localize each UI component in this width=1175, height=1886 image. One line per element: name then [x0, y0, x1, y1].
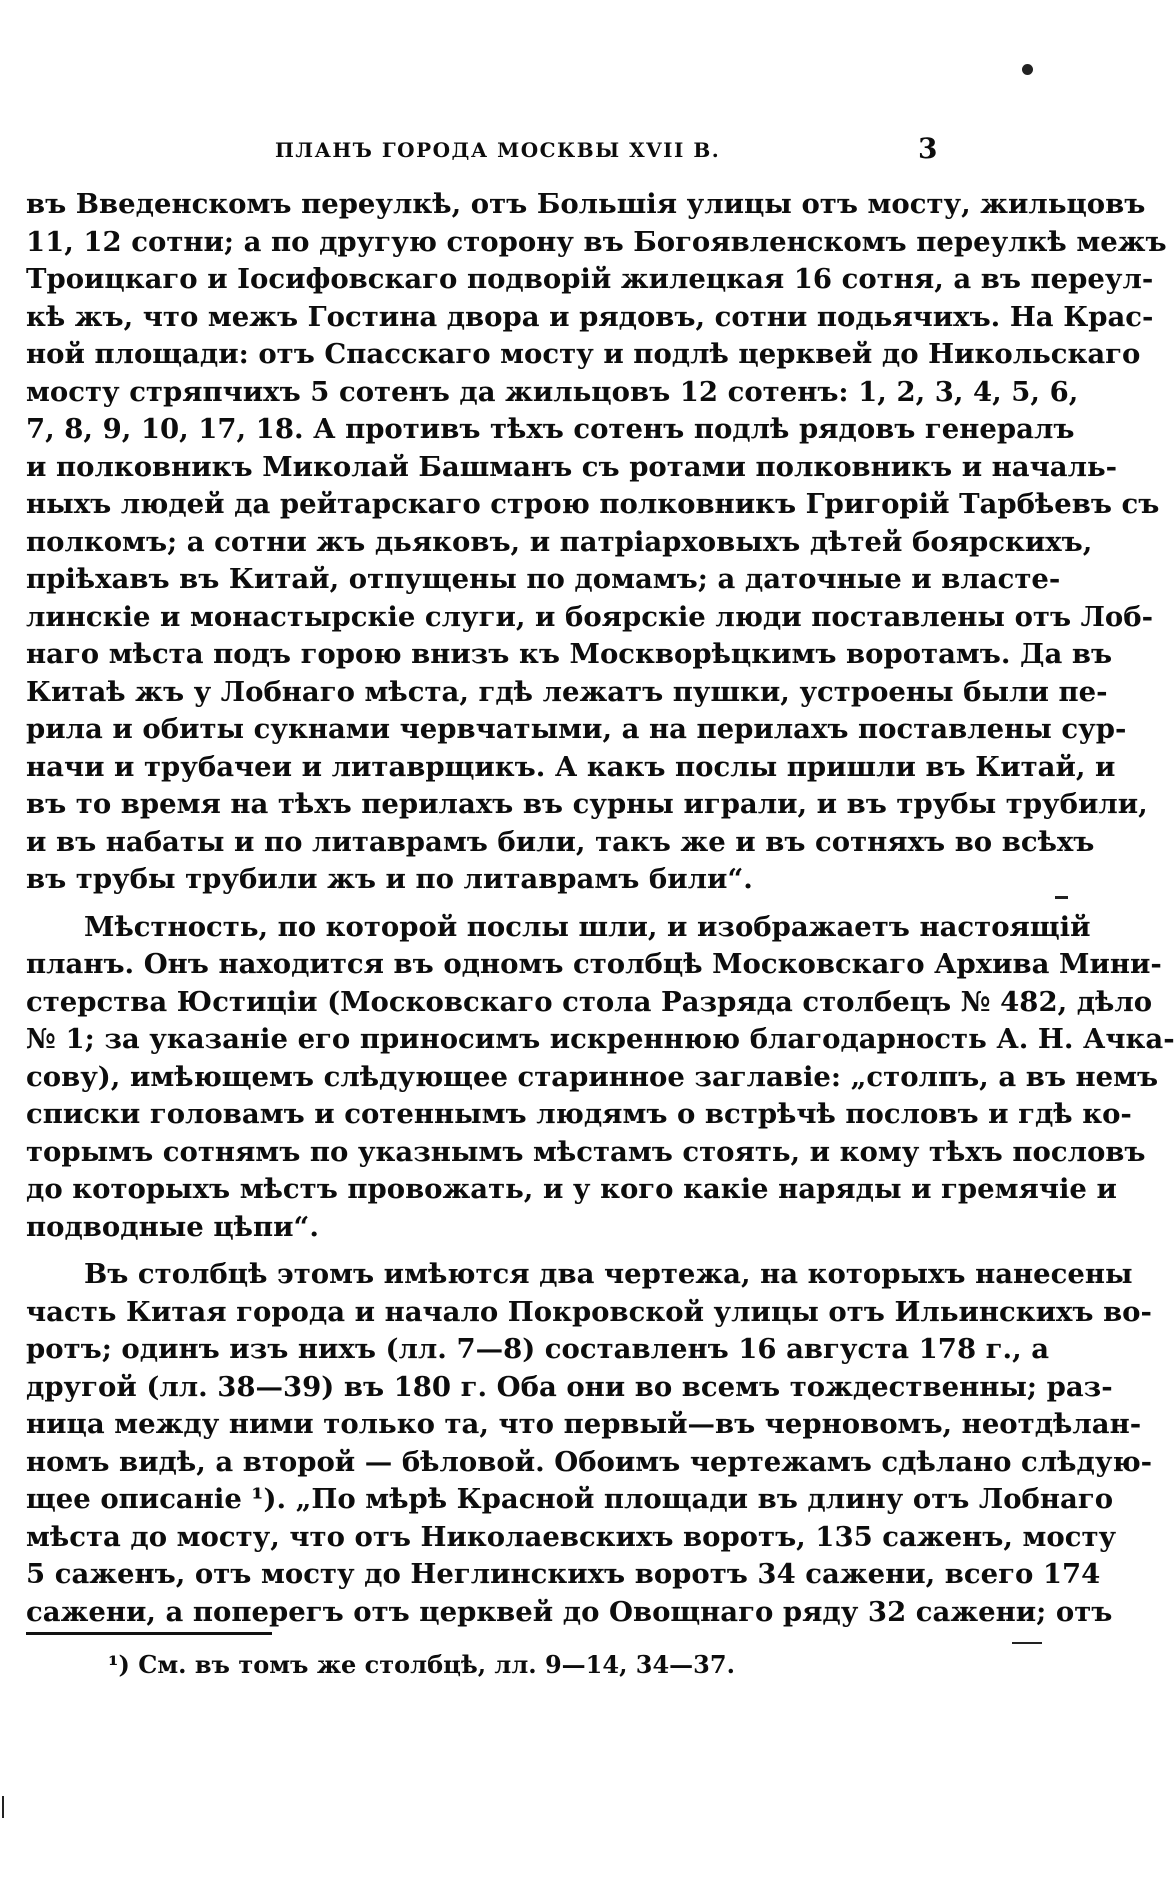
- page-header: [0, 130, 1140, 170]
- text-line: начи и трубачеи и литаврщикъ. А какъ послы пришли въ Китай, и: [26, 750, 1116, 783]
- text-line: линскіе и монастырскіе слуги, и боярскіе люди поставлены отъ Лоб-: [26, 600, 1154, 633]
- text-line: другой (лл. 38—39) въ 180 г. Оба они во всемъ тождественны; раз-: [26, 1370, 1113, 1403]
- text-line: до которыхъ мѣстъ провожать, и у кого какіе наряды и гремячіе и: [26, 1173, 1117, 1205]
- page-number: 3: [918, 132, 938, 165]
- text-line: ница между ними только та, что первый—въ черновомъ, неотдѣлан-: [26, 1408, 1142, 1440]
- text-line: Китаѣ жъ у Лобнаго мѣста, гдѣ лежатъ пушки, устроены были пе-: [26, 675, 1108, 708]
- text-line: наго мѣста подъ горою внизъ къ Москворѣцкимъ воротамъ. Да въ: [26, 638, 1113, 670]
- footnote: ¹) См. въ томъ же столбцѣ, лл. 9—14, 34—37.: [108, 1650, 735, 1679]
- text-line: списки головамъ и сотеннымъ людямъ о встрѣчѣ пословъ и гдѣ ко-: [26, 1098, 1132, 1130]
- text-line: ротъ; одинъ изъ нихъ (лл. 7—8) составленъ 16 августа 178 г., а: [26, 1333, 1050, 1365]
- text-line: Въ столбцѣ этомъ имѣются два чертежа, на которыхъ нанесены: [84, 1258, 1133, 1290]
- text-line: сову), имѣющемъ слѣдующее старинное заглавіе: „столпъ, а въ немъ: [26, 1060, 1159, 1093]
- text-line: стерства Юстиціи (Московскаго стола Разряда столбецъ № 482, дѣло: [26, 985, 1153, 1018]
- text-line: 7, 8, 9, 10, 17, 18. А противъ тѣхъ сотенъ подлѣ рядовъ генералъ: [26, 413, 1075, 445]
- scan-speck: [1022, 64, 1033, 75]
- text-line: часть Китая города и начало Покровской улицы отъ Ильинскихъ во-: [26, 1295, 1152, 1328]
- text-line: 5 саженъ, отъ мосту до Неглинскихъ воротъ 34 сажени, всего 174: [26, 1558, 1101, 1590]
- text-line: мосту стряпчихъ 5 сотенъ да жильцовъ 12 сотенъ: 1, 2, 3, 4, 5, 6,: [26, 375, 1079, 408]
- text-line: 11, 12 сотни; а по другую сторону въ Богоявленскомъ переулкѣ межъ: [26, 225, 1167, 258]
- scan-speck: [2, 1796, 4, 1818]
- paragraph-1: [26, 186, 1167, 899]
- paragraph-2: [26, 909, 1175, 1247]
- text-line: и въ набаты и по литаврамъ били, такъ же и въ сотняхъ во всѣхъ: [26, 825, 1095, 858]
- paragraph-3: [26, 1256, 1153, 1631]
- text-line: Мѣстность, по которой послы шли, и изображаетъ настоящій: [84, 910, 1091, 943]
- text-line: сажени, а поперегъ отъ церквей до Овощнаго ряду 32 сажени; отъ: [26, 1595, 1113, 1628]
- text-line: номъ видѣ, а второй — бѣловой. Обоимъ чертежамъ сдѣлано слѣдую-: [26, 1445, 1153, 1478]
- text-line: въ то время на тѣхъ перилахъ въ сурны играли, и въ трубы трубили,: [26, 788, 1148, 820]
- text-line: подводные цѣпи“.: [26, 1210, 319, 1243]
- text-line: щее описаніе ¹). „По мѣрѣ Красной площади въ длину отъ Лобнаго: [26, 1483, 1114, 1515]
- text-line: планъ. Онъ находится въ одномъ столбцѣ Московскаго Архива Мини-: [26, 948, 1162, 980]
- text-line: въ Введенскомъ переулкѣ, отъ Большія улицы отъ мосту, жильцовъ: [26, 188, 1146, 220]
- text-line: Троицкаго и Іосифовскаго подворій жилецкая 16 сотня, а въ переул-: [26, 263, 1154, 295]
- text-line: № 1; за указаніе его приносимъ искреннюю благодарность А. Н. Ачка-: [26, 1023, 1175, 1055]
- text-line: пріѣхавъ въ Китай, отпущены по домамъ; а даточные и власте-: [26, 563, 1061, 595]
- text-line: ной площади: отъ Спасскаго мосту и подлѣ церквей до Никольскаго: [26, 338, 1141, 370]
- text-line: и полковникъ Миколай Башманъ съ ротами полковникъ и началь-: [26, 450, 1118, 483]
- text-line: торымъ сотнямъ по указнымъ мѣстамъ стоять, и кому тѣхъ пословъ: [26, 1135, 1146, 1168]
- text-line: ныхъ людей да рейтарскаго строю полковникъ Григорій Тарбѣевъ съ: [26, 488, 1160, 520]
- scan-speck: [1055, 896, 1068, 899]
- running-title: ПЛАНЪ ГОРОДА МОСКВЫ XVII В.: [275, 138, 721, 162]
- text-line: мѣста до мосту, что отъ Николаевскихъ воротъ, 135 саженъ, мосту: [26, 1520, 1117, 1553]
- text-line: полкомъ; а сотни жъ дьяковъ, и патріарховыхъ дѣтей боярскихъ,: [26, 525, 1093, 558]
- scan-speck: [1012, 1642, 1042, 1644]
- body-text: [26, 186, 1175, 1631]
- text-line: кѣ жъ, что межъ Гостина двора и рядовъ, сотни подьячихъ. На Крас-: [26, 300, 1154, 333]
- text-line: рила и обиты сукнами червчатыми, а на перилахъ поставлены сур-: [26, 713, 1127, 745]
- footnote-rule: [26, 1632, 272, 1635]
- text-line: въ трубы трубили жъ и по литаврамъ били“.: [26, 863, 753, 895]
